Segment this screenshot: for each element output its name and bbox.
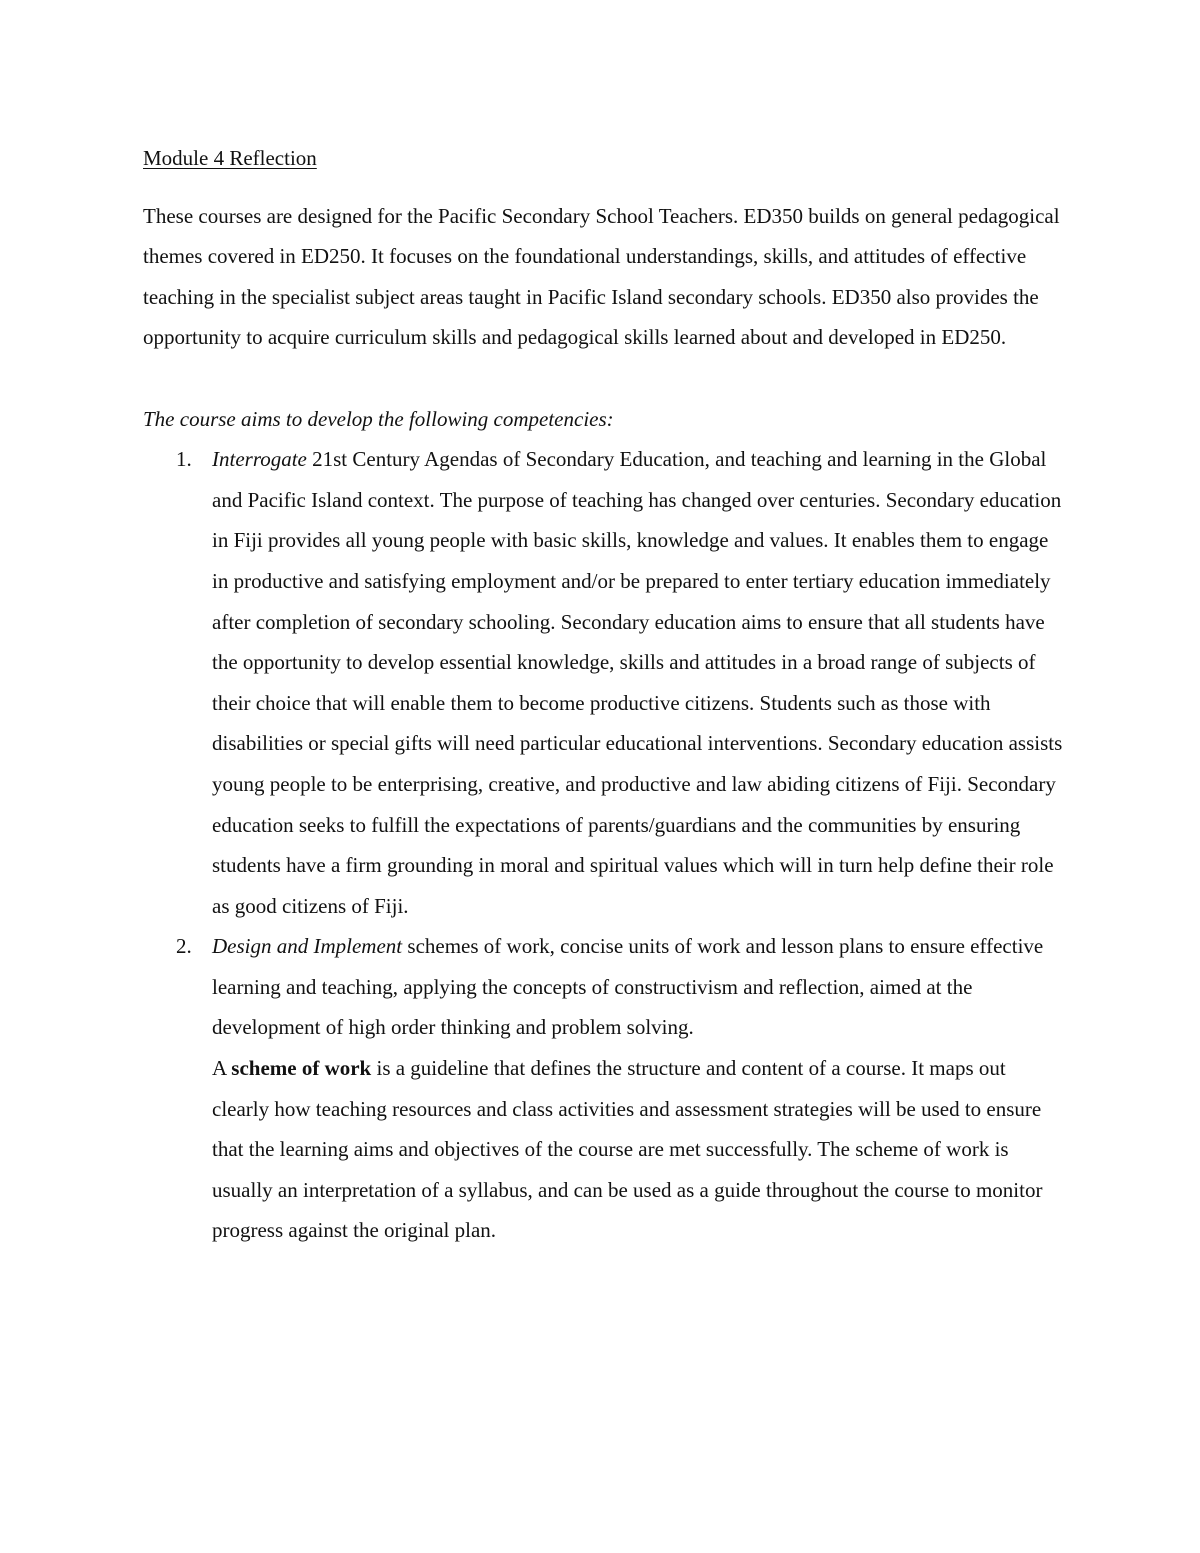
list-item-subparagraph xyxy=(212,1048,1063,1251)
document-page xyxy=(143,138,1063,1251)
list-item xyxy=(143,926,1063,1251)
list-item-text: 21st Century Agendas of Secondary Education, and teaching and learning in the Global and Pacific Island context. The purpose of teaching has changed over centuries. Secondary education in Fiji provides all young people with basic skills, knowledge and values. It enables them to engage in productive and satisfying employment and/or be prepared to enter tertiary education immediately after completion of secondary schooling. Secondary education aims to ensure that all students have the opportunity to develop essential knowledge, skills and attitudes in a broad range of subjects of their choice that will enable them to become productive citizens. Students such as those with disabilities or special gifts will need particular educational interventions. Secondary education assists young people to be enterprising, creative, and productive and law abiding citizens of Fiji. Secondary education seeks to fulfill the expectations of parents/guardians and the communities by ensuring students have a firm grounding in moral and spiritual values which will in turn help define their role as good citizens of Fiji. xyxy=(212,447,1063,918)
list-item-text: schemes of work, concise units of work and lesson plans to ensure effective learning and teaching, applying the concepts of constructivism and reflection, aimed at the development of high order thinking and problem solving. xyxy=(212,934,1044,1040)
sub-bold-term: scheme of work xyxy=(231,1056,372,1081)
competencies-lead: The course aims to develop the following competencies: xyxy=(143,406,614,431)
list-item xyxy=(143,439,1063,926)
document-title: Module 4 Reflection xyxy=(143,146,317,170)
list-item-emphasis: Interrogate xyxy=(212,447,307,472)
list-item-number: 1. xyxy=(176,447,192,472)
sub-text: is a guideline that defines the structure and content of a course. It maps out clearly how teaching resources and class activities and assessment strategies will be used to ensure that the learning aims and objectives of the course are met successfully. The scheme of work is usually an interpretation of a syllabus, and can be used as a guide throughout the course to monitor progress against the original plan. xyxy=(212,1056,1043,1243)
sub-prefix: A xyxy=(212,1056,232,1081)
intro-paragraph: These courses are designed for the Pacific Secondary School Teachers. ED350 builds on general pedagogical themes covered in ED250. It focuses on the foundational understandings, skills, and attitudes of effective teaching in the specialist subject areas taught in Pacific Island secondary schools. ED350 also provides the opportunity to acquire curriculum skills and pedagogical skills learned about and developed in ED250. xyxy=(143,203,1060,350)
spacer xyxy=(143,179,1063,196)
list-item-number: 2. xyxy=(176,934,192,959)
spacer xyxy=(143,358,1063,399)
list-item-emphasis: Design and Implement xyxy=(212,934,403,959)
competencies-list xyxy=(143,439,1063,1251)
